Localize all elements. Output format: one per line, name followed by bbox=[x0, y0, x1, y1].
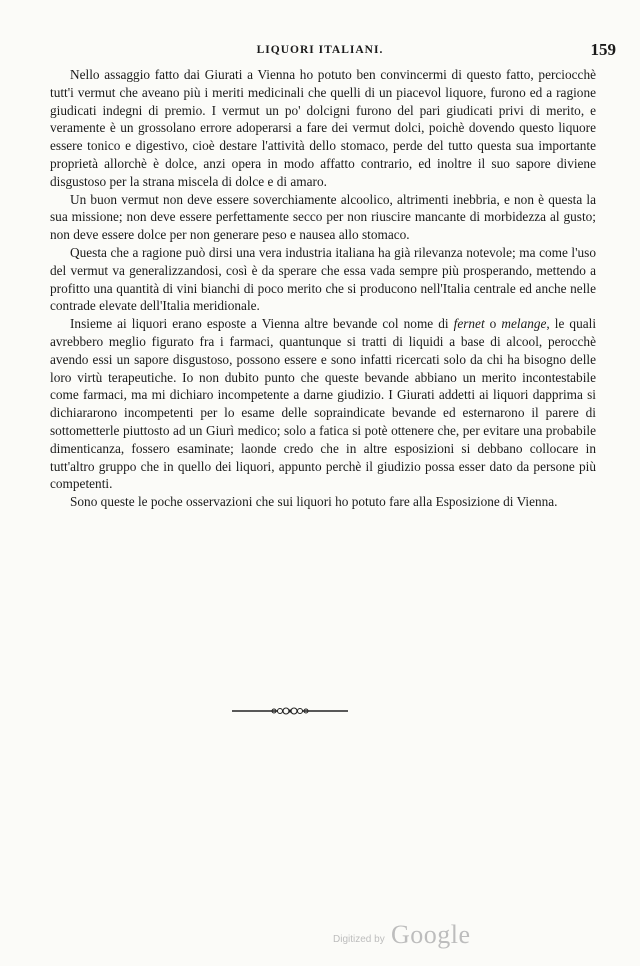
paragraph bbox=[50, 244, 596, 315]
paragraph-text: Questa che a ragione può dirsi una vera industria italiana ha già rilevanza notevole; ma come l'uso del vermut va generalizzandosi, così è da sperare che essa vada sempre più prosperando, mettendo a profitto una quantità di vini bianchi di poco merito che si producono nell'Italia centrale ed anche nelle contrade elevate dell'Italia meridionale. bbox=[50, 244, 596, 314]
paragraph-text: Insieme ai liquori erano esposte a Vienna altre bevande col nome di bbox=[70, 316, 454, 332]
paragraph bbox=[50, 191, 596, 244]
paragraph-text: Un buon vermut non deve essere soverchiamente alcoolico, altrimenti inebbria, e non è questa la sua missione; non deve essere perfettamente secco per non riuscire mancante di morbidezza al gusto; non deve essere dolce per non generare peso e nausea allo stomaco. bbox=[50, 191, 596, 243]
paragraph bbox=[50, 493, 596, 511]
paragraph-text: , le quali avrebbero meglio figurato fra i farmaci, quantunque si tratti di liquidi a base di alcool, perocchè avendo essi un sapore disgustoso, possono essere e sono infatti ricercati solo da chi ha bisogno delle loro virtù terapeutiche. Io non dubito punto che queste bevande abbiano un merito incontestabile come farmaci, ma mi dichiaro incompetente a darne giudizio. I Giurati addetti ai liquori dapprima si dichiararono incompetenti per lo esame delle sopraindicate bevande ed esternarono il parere di sottometterle piuttosto ad un Giurì medico; solo a fatica si potè ottenere che, per evitare una probabile dimenticanza, fossero esaminate; laonde credo che in altre esposizioni si debbano collocare in tutt'altro gruppo che in quello dei liquori, appunto perchè il giudizio possa esser dato da persone più competenti. bbox=[50, 316, 597, 492]
body-text bbox=[50, 66, 596, 511]
google-logo: Google bbox=[391, 920, 471, 949]
paragraph-text: Sono queste le poche osservazioni che sui liquori ho potuto fare alla Esposizione di Vienna. bbox=[70, 494, 558, 510]
digitized-by-label: Digitized by bbox=[333, 934, 385, 945]
paragraph bbox=[50, 315, 596, 493]
italic-term: fernet bbox=[453, 316, 485, 332]
section-end-ornament-icon bbox=[230, 704, 350, 718]
paragraph-text: Nello assaggio fatto dai Giurati a Vienna ho potuto ben convincermi di questo fatto, perciocchè tutt'i vermut che aveano più i meriti medicinali che quelli di un piacevol liquore, furono ed a ragione giudicati indegni di premio. I vermut un po' dolcigni furono del pari giudicati privi di merito, e veramente è un grossolano errore adoperarsi a fare dei vermut dolci, poichè dovendo questo liquore essere tonico e digestivo, cioè destare l'attività dello stomaco, perde del tutto questa sua importante proprietà allorchè è dolce, anzi opera in modo affatto contrario, ed inoltre il suo sapore diviene disgustoso per la strana miscela di dolce e di amaro. bbox=[50, 67, 596, 189]
italic-term: melange bbox=[501, 316, 547, 332]
paragraph-text: o bbox=[484, 316, 502, 332]
digitized-by-watermark bbox=[333, 922, 473, 952]
page-number: 159 bbox=[590, 40, 616, 59]
paragraph bbox=[50, 66, 596, 191]
running-title: LIQUORI ITALIANI. bbox=[256, 44, 384, 56]
